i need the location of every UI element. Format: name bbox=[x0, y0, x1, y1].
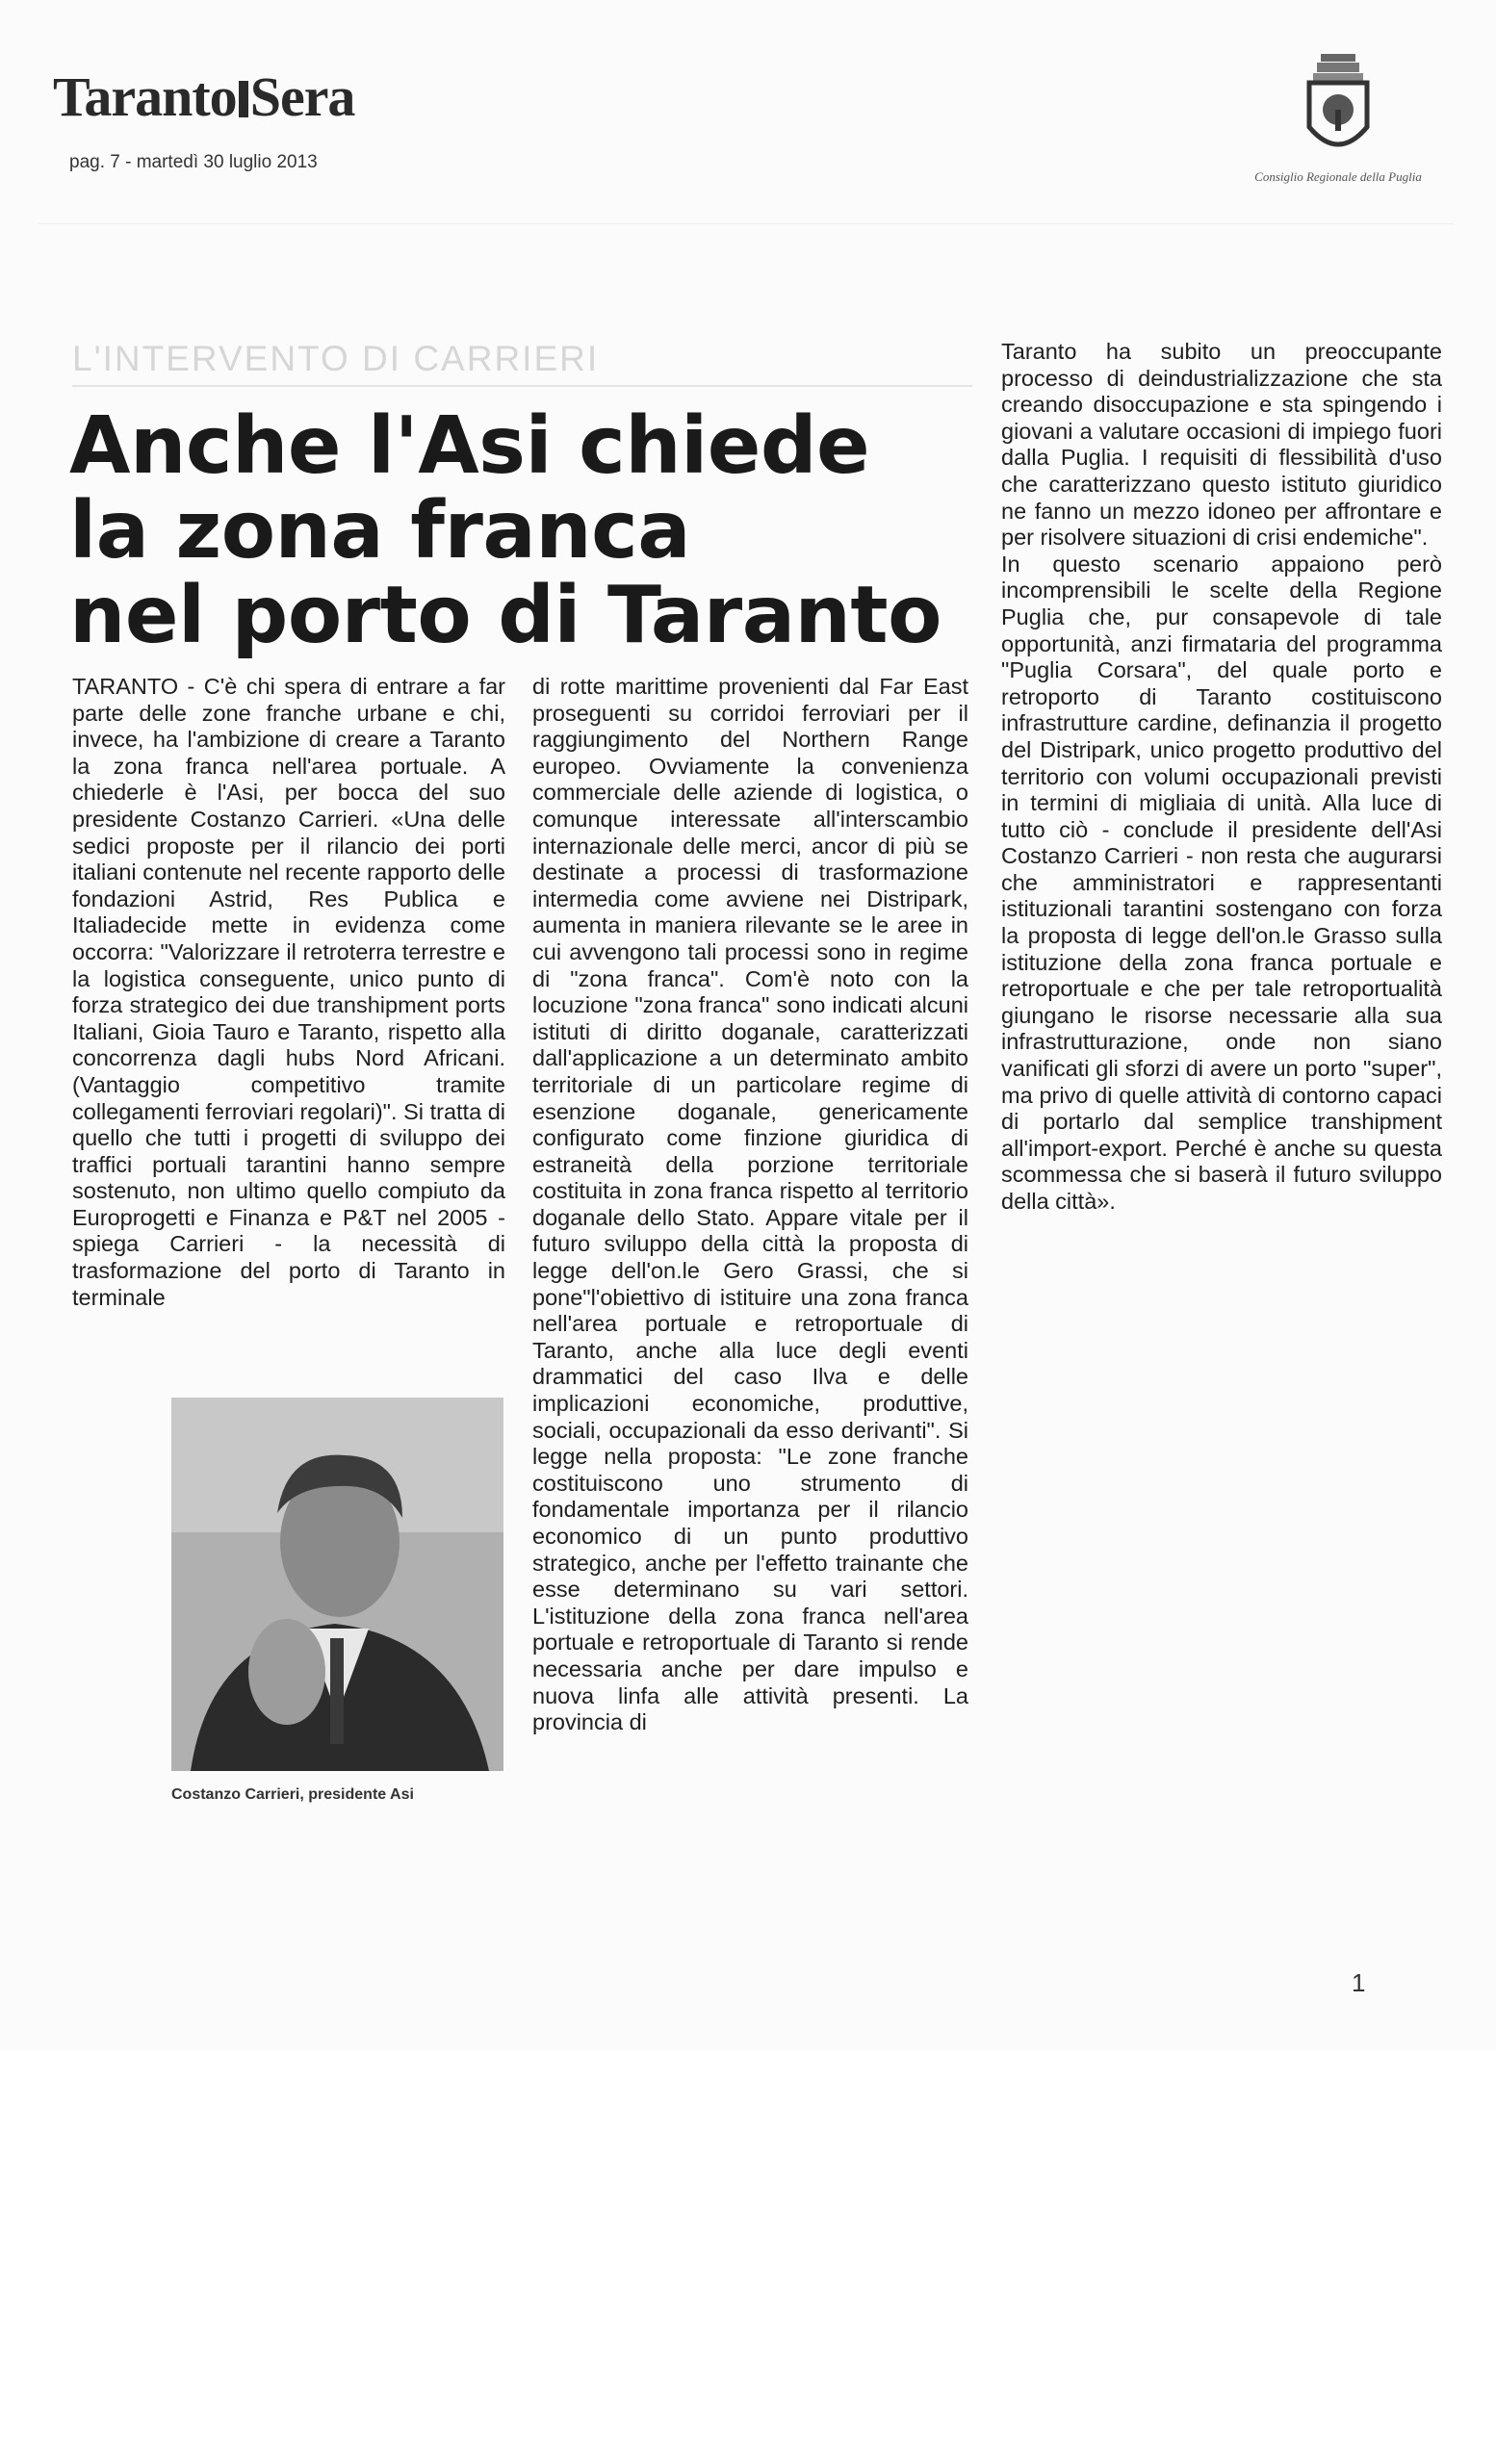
emblem-caption: Consiglio Regionale della Puglia bbox=[1254, 169, 1422, 184]
column-2-text: di rotte marittime provenienti dal Far East proseguenti su corridoi ferroviari per il raggiungimento del Northern Range europeo. Ovviamente la convenienza commerciale delle aziende di logistica, o comunque interessate all'interscambio internazionale delle merci, ancor di più se destinate a processi di trasformazione intermedia come avviene nei Distripark, aumenta in maniera rilevante se le aree in cui avvengono tali processi sono in regime di "zona franca". Com'è noto con la locuzione "zona franca" sono indicati alcuni istituti di diritto doganale, caratterizzati dall'applicazione a un determinato ambito territoriale di un particolare regime di esenzione doganale, genericamente configurato come finzione giuridica di estraneità della porzione territoriale costituita in zona franca rispetto al territorio doganale dello Stato. Appare vitale per il futuro sviluppo della città la proposta di legge dell'on.le Gero Grassi, che si pone"l'obiettivo di istituire una zona franca nell'area portuale e retroportuale di Taranto, anche alla luce degli eventi drammatici del caso Ilva e delle implicazioni economiche, produttive, sociali, occupazionali da esso derivanti". Si legge nella proposta: "Le zone franche costituiscono uno strumento di fondamentale importanza per il rilancio economico di un punto produttivo strategico, anche per l'effetto trainante che esse determinano su vari settori. L'istituzione della zona franca nell'area portuale e retroportuale di Taranto si rende necessaria anche per dare impulso e nuova linfa alle attività presenti. La provincia di bbox=[532, 674, 968, 1735]
headline-line-2: la zona franca bbox=[69, 485, 691, 577]
article-column-3 bbox=[1001, 339, 1442, 1388]
kicker-rule bbox=[72, 385, 972, 387]
article-column-1 bbox=[72, 674, 505, 1381]
logo-left: Taranto bbox=[53, 65, 237, 128]
logo-right: Sera bbox=[249, 65, 355, 128]
article-column-2 bbox=[532, 674, 968, 1867]
article-kicker: L'INTERVENTO DI CARRIERI bbox=[72, 339, 600, 378]
photo-caption: Costanzo Carrieri, presidente Asi bbox=[171, 1786, 414, 1803]
page-number: 1 bbox=[1352, 1968, 1366, 1997]
newspaper-logo bbox=[53, 65, 355, 128]
regional-council-emblem-icon bbox=[1300, 50, 1377, 166]
portrait-photo bbox=[171, 1398, 503, 1771]
portrait-illustration bbox=[171, 1398, 503, 1771]
headline-line-3: nel porto di Taranto bbox=[69, 570, 941, 661]
article-headline bbox=[69, 400, 993, 661]
header-separator bbox=[39, 223, 1454, 224]
headline-line-1: Anche l'Asi chiede bbox=[69, 400, 870, 492]
column-3-paragraph-2: In questo scenario appaiono però incomprensibili le scelte della Regione Puglia che, pur consapevole di tale opportunità, anzi firmataria del programma "Puglia Corsara", del quale porto e retroporto di Taranto costituiscono infrastrutture cardine, definanzia il progetto del Distripark, unico progetto produttivo del territorio con volumi occupazionali previsti in termini di migliaia di unità. Alla luce di tutto ciò - conclude il presidente dell'Asi Costanzo Carrieri - non resta che augurarsi che amministratori e rappresentanti istituzionali tarantini sostengano con forza la proposta di legge dell'on.le Grasso sulla istituzione della zona franca portuale e retroportuale e che per tale retroportualità giungano le risorse necessarie alla sua infrastrutturazione, onde non siano vanificati gli sforzi di avere un porto "super", ma privo di quelle attività di contorno capaci di portarlo dal semplice transhipment all'import-export. Perché è anche su questa scommessa che si baserà il futuro sviluppo della città». bbox=[1001, 551, 1442, 1214]
logo-separator bbox=[239, 81, 248, 117]
page-date-line: pag. 7 - martedì 30 luglio 2013 bbox=[69, 152, 318, 172]
column-1-text: TARANTO - C'è chi spera di entrare a far parte delle zone franche urbane e chi, invece, ha l'ambizione di creare a Taranto la zona franca nell'area portuale. A chiederle è l'Asi, per bocca del suo presidente Costanzo Carrieri. «Una delle sedici proposte per il rilancio dei porti italiani contenute nel recente rapporto delle fondazioni Astrid, Res Publica e Italiadecide mette in evidenza come occorra: "Valorizzare il retroterra terrestre e la logistica conseguente, unico punto di forza strategico dei due transhipment ports Italiani, Gioia Tauro e Taranto, rispetto alla concorrenza dagli hubs Nord Africani. (Vantaggio competitivo tramite collegamenti ferroviari regolari)". Si tratta di quello che tutti i progetti di sviluppo dei traffici portuali tarantini hanno sempre sostenuto, non ultimo quello compiuto da Europrogetti e Finanza e P&T nel 2005 - spiega Carrieri - la necessità di trasformazione del porto di Taranto in terminale bbox=[72, 674, 505, 1310]
column-3-paragraph-1: Taranto ha subito un preoccupante processo di deindustrializzazione che sta creando disoccupazione e sta spingendo i giovani a valutare occasioni di impiego fuori dalla Puglia. I requisiti di flessibilità d'uso che caratterizzano questo istituto giuridico ne fanno un mezzo idoneo per affrontare e per risolvere situazioni di crisi endemiche". bbox=[1001, 339, 1442, 551]
